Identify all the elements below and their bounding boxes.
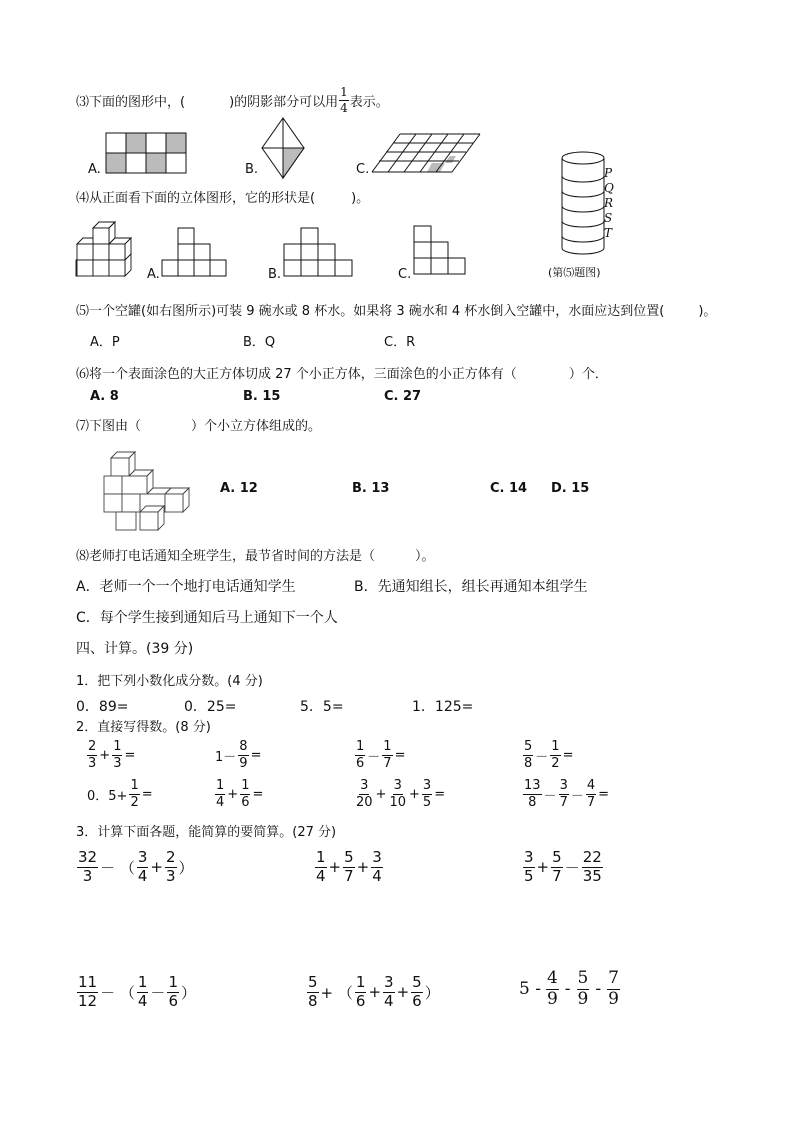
frac-den: 4: [372, 866, 382, 885]
part2-expr-r1c2: [214, 740, 262, 770]
q6-answer-blank[interactable]: [517, 363, 569, 382]
operator: －: [150, 983, 166, 1002]
operator: ）: [178, 858, 194, 877]
fraction: [355, 740, 365, 770]
equals-sign: =: [252, 786, 264, 802]
frac-den: 3: [166, 866, 176, 885]
q4-option-a-label[interactable]: A.: [147, 267, 160, 282]
section4-title: 四、计算。(39 分): [76, 641, 194, 657]
operator: +: [375, 786, 387, 802]
fraction: [355, 779, 374, 809]
q3-frac-den: 4: [340, 100, 348, 115]
fraction: [582, 850, 603, 885]
frac-den: 4: [316, 866, 326, 885]
q3-fraction: [339, 86, 349, 114]
frac-num: 8: [239, 739, 248, 754]
lead-term: 1－: [215, 749, 237, 765]
part3-expr-d: [76, 975, 197, 1010]
operator: － （: [100, 983, 135, 1002]
q3-frac-num: 1: [340, 85, 348, 99]
frac-num: 5: [577, 968, 589, 988]
cylinder-labels: [604, 166, 614, 241]
frac-den: 6: [241, 794, 250, 810]
part2-expr-r2c3: [354, 779, 446, 809]
q4-option-c-figure: [414, 226, 470, 278]
frac-den: 4: [216, 794, 225, 810]
part1-item-3: 5．5=: [300, 699, 344, 715]
q5-option-b[interactable]: B．Q: [243, 335, 276, 350]
operator: +: [99, 747, 111, 763]
frac-den: 3: [88, 755, 97, 771]
lead-term: 0．5+: [87, 788, 128, 804]
equals-sign: =: [598, 786, 610, 802]
frac-den: 9: [608, 988, 619, 1009]
operator: －: [564, 858, 580, 877]
fraction: [167, 975, 179, 1010]
q8-answer-blank[interactable]: [375, 545, 415, 564]
q8-option-b[interactable]: B．先通知组长，组长再通知本组学生: [354, 579, 588, 595]
q4-option-b-figure: [284, 228, 356, 278]
frac-num: 22: [582, 848, 602, 866]
part1-item-2: 0．25=: [184, 699, 237, 715]
fraction: [388, 779, 407, 809]
fraction: [315, 850, 327, 885]
q3-text-prefix: ⑶下面的图形中，(: [76, 94, 186, 110]
q4-solid-figure: [76, 222, 138, 280]
q4-text-b: )。: [351, 191, 370, 206]
operator: -: [595, 979, 602, 1000]
fraction: [586, 779, 596, 809]
frac-num: 1: [113, 739, 122, 754]
frac-num: 3: [384, 973, 394, 991]
fraction: [577, 970, 590, 1009]
q7-option-b[interactable]: B. 13: [352, 481, 390, 496]
frac-den: 7: [344, 866, 354, 885]
frac-den: 6: [355, 991, 366, 1010]
frac-num: 4: [586, 778, 596, 793]
frac-den: 4: [137, 866, 148, 885]
q4-option-a-figure: [162, 228, 230, 278]
q7-text-b: ）个小立方体组成的。: [191, 419, 322, 434]
q3-option-c-figure: [372, 134, 484, 174]
frac-num: 3: [372, 848, 382, 866]
equals-sign: =: [434, 786, 446, 802]
q4-option-b-label[interactable]: B.: [268, 267, 282, 282]
frac-num: 3: [360, 778, 369, 793]
equals-sign: =: [250, 747, 262, 763]
frac-den: 3: [82, 866, 93, 885]
operator: －: [570, 788, 584, 804]
fraction: [383, 975, 395, 1010]
q5-option-c[interactable]: C．R: [384, 335, 416, 350]
frac-den: 4: [384, 991, 394, 1010]
fraction: [137, 975, 149, 1010]
frac-den: 6: [412, 991, 422, 1010]
equals-sign: =: [124, 747, 136, 763]
q3-option-b-label[interactable]: B.: [245, 162, 259, 177]
frac-num: 1: [216, 778, 225, 793]
fraction: [215, 779, 225, 809]
part1-item-4: 1．125=: [412, 699, 474, 715]
q3-option-a-label[interactable]: A.: [88, 162, 101, 177]
part3-expr-b: [314, 850, 384, 885]
operator: + （: [320, 983, 353, 1002]
q5-cylinder-figure: [558, 150, 630, 260]
fraction: [523, 850, 535, 885]
q5-text-a: ⑸一个空罐(如右图所示)可装 9 碗水或 8 杯水。如果将 3 碗水和 4 杯水倒入空罐中，水面应达到位置(: [76, 304, 665, 319]
frac-num: 1: [168, 973, 178, 991]
fraction: [523, 779, 542, 809]
operator: ）: [180, 983, 196, 1002]
q4-option-c-label[interactable]: C.: [398, 267, 412, 282]
q7-text-a: ⑺下图由（: [76, 419, 142, 434]
q3-option-c-label[interactable]: C.: [356, 162, 370, 177]
fraction: [77, 850, 98, 885]
q7-option-c[interactable]: C. 14: [490, 481, 528, 496]
section4-part3-heading: 3．计算下面各题，能简算的要简算。(27 分): [76, 825, 337, 840]
operator: +: [409, 786, 420, 802]
frac-den: 2: [551, 755, 560, 771]
fraction: [165, 850, 177, 885]
part3-expr-c: [522, 850, 604, 885]
q4-stem: [76, 187, 369, 206]
frac-den: 10: [389, 794, 406, 810]
q3-text-suffix: 表示。: [349, 94, 389, 110]
q8-text-a: ⑻老师打电话通知全班学生，最节省时间的方法是（: [76, 549, 376, 564]
frac-den: 8: [524, 755, 533, 771]
fraction: [77, 975, 98, 1010]
q7-option-a[interactable]: A. 12: [220, 481, 258, 496]
q6-text-b: ）个．: [568, 367, 608, 382]
q6-option-b[interactable]: B. 15: [243, 389, 281, 404]
cylinder-label-p: P: [604, 166, 613, 180]
frac-num: 11: [78, 973, 98, 991]
section4-part1-heading: 1．把下列小数化成分数。(4 分): [76, 674, 263, 689]
cylinder-label-q: Q: [604, 181, 614, 195]
frac-den: 7: [383, 755, 392, 771]
frac-num: 5: [344, 848, 354, 866]
q8-text-b: ）。: [415, 549, 435, 564]
frac-num: 2: [88, 739, 97, 754]
frac-num: 3: [137, 848, 148, 866]
part2-expr-r2c1: [86, 779, 154, 809]
operator: +: [150, 858, 163, 877]
frac-den: 7: [586, 794, 596, 810]
q3-text-middle: )的阴影部分可以用: [229, 94, 339, 110]
q7-cubes-figure: [104, 452, 196, 532]
q3-stem: [76, 86, 389, 114]
part2-expr-r2c2: [214, 779, 264, 809]
frac-num: 1: [241, 778, 250, 793]
frac-num: 5: [412, 973, 422, 991]
frac-den: 12: [78, 991, 98, 1010]
operator: +: [356, 858, 370, 877]
frac-den: 3: [113, 755, 122, 771]
fraction: [551, 850, 563, 885]
frac-den: 6: [356, 755, 365, 771]
frac-num: 13: [524, 778, 541, 793]
fraction: [523, 740, 533, 770]
frac-den: 9: [546, 988, 558, 1009]
equals-sign: =: [394, 747, 406, 763]
frac-num: 3: [422, 778, 432, 793]
q7-stem: [76, 415, 321, 434]
fraction: [343, 850, 355, 885]
frac-den: 8: [308, 991, 318, 1010]
fraction: [240, 779, 250, 809]
frac-den: 9: [577, 988, 589, 1009]
frac-den: 6: [168, 991, 178, 1010]
frac-den: 5: [422, 794, 432, 810]
frac-den: 7: [552, 866, 562, 885]
cylinder-label-r: R: [604, 196, 614, 210]
cylinder-label-s: S: [604, 211, 613, 225]
q8-option-c[interactable]: C．每个学生接到通知后马上通知下一个人: [76, 610, 338, 626]
fraction: [112, 740, 122, 770]
q6-stem: [76, 363, 608, 382]
operator: +: [328, 858, 342, 877]
fraction: [238, 740, 248, 770]
fraction: [371, 850, 383, 885]
frac-num: 4: [546, 968, 558, 988]
fraction: [307, 975, 319, 1010]
q5-answer-blank[interactable]: [664, 300, 698, 319]
part2-expr-r2c4: [522, 779, 610, 809]
frac-den: 8: [528, 794, 537, 810]
q6-text-a: ⑹将一个表面涂色的大正方体切成 27 个小正方体，三面涂色的小正方体有（: [76, 367, 517, 382]
operator: －: [535, 749, 549, 765]
part3-expr-f: [518, 970, 621, 1009]
operator: +: [368, 983, 382, 1002]
q6-option-a[interactable]: A. 8: [90, 389, 119, 404]
q3-option-a-figure: [106, 133, 188, 173]
frac-num: 1: [383, 739, 392, 754]
cylinder-caption: (第⑸题图): [548, 266, 601, 279]
fraction: [355, 975, 367, 1010]
frac-num: 5: [552, 848, 562, 866]
frac-num: 5: [308, 973, 318, 991]
frac-num: 1: [316, 848, 326, 866]
operator: +: [536, 858, 550, 877]
q4-answer-blank[interactable]: [315, 187, 351, 206]
equals-sign: =: [562, 747, 574, 763]
part3-expr-e: [306, 975, 441, 1010]
part2-expr-r1c1: [86, 740, 136, 770]
section4-part2-heading: 2．直接写得数。(8 分): [76, 720, 211, 735]
frac-den: 35: [582, 866, 602, 885]
lead-term: 5 -: [519, 979, 541, 1000]
operator: +: [396, 983, 410, 1002]
frac-num: 3: [524, 848, 534, 866]
frac-num: 1: [130, 778, 139, 793]
frac-num: 3: [559, 778, 568, 793]
frac-den: 20: [356, 794, 373, 810]
q4-text-a: ⑷从正面看下面的立体图形，它的形状是(: [76, 191, 316, 206]
fraction: [129, 779, 139, 809]
frac-den: 4: [137, 991, 148, 1010]
operator: －: [543, 788, 557, 804]
frac-num: 2: [166, 848, 176, 866]
fraction: [87, 740, 97, 770]
q5-stem: [76, 300, 716, 319]
operator: －: [367, 749, 381, 765]
fraction: [546, 970, 559, 1009]
frac-num: 1: [137, 973, 148, 991]
fraction: [550, 740, 560, 770]
frac-den: 2: [130, 794, 139, 810]
part1-item-1: 0．89=: [76, 699, 129, 715]
q5-text-b: )。: [698, 304, 717, 319]
part2-expr-r1c4: [522, 740, 574, 770]
fraction: [137, 850, 149, 885]
equals-sign: =: [141, 786, 153, 802]
frac-num: 1: [356, 739, 365, 754]
fraction: [607, 970, 620, 1009]
frac-den: 9: [239, 755, 248, 771]
q3-option-b-figure: [262, 118, 306, 180]
frac-den: 7: [559, 794, 568, 810]
q5-option-a[interactable]: A．P: [90, 335, 120, 350]
part3-expr-a: [76, 850, 195, 885]
frac-num: 3: [393, 778, 402, 793]
fraction: [559, 779, 569, 809]
part2-expr-r1c3: [354, 740, 406, 770]
operator: － （: [100, 858, 135, 877]
operator: -: [564, 979, 571, 1000]
fraction: [382, 740, 392, 770]
fraction: [422, 779, 432, 809]
frac-num: 7: [608, 968, 619, 988]
q8-stem: [76, 545, 435, 564]
operator: +: [227, 786, 239, 802]
operator: ）: [424, 983, 440, 1002]
fraction: [411, 975, 423, 1010]
q8-option-a[interactable]: A．老师一个一个地打电话通知学生: [76, 579, 296, 595]
frac-num: 5: [524, 739, 533, 754]
frac-num: 1: [551, 739, 560, 754]
frac-num: 1: [355, 973, 366, 991]
frac-num: 32: [78, 848, 98, 866]
q6-option-c[interactable]: C. 27: [384, 389, 422, 404]
cylinder-label-t: T: [604, 226, 613, 240]
frac-den: 5: [524, 866, 534, 885]
q7-answer-blank[interactable]: [141, 415, 191, 434]
q7-option-d[interactable]: D. 15: [551, 481, 590, 496]
